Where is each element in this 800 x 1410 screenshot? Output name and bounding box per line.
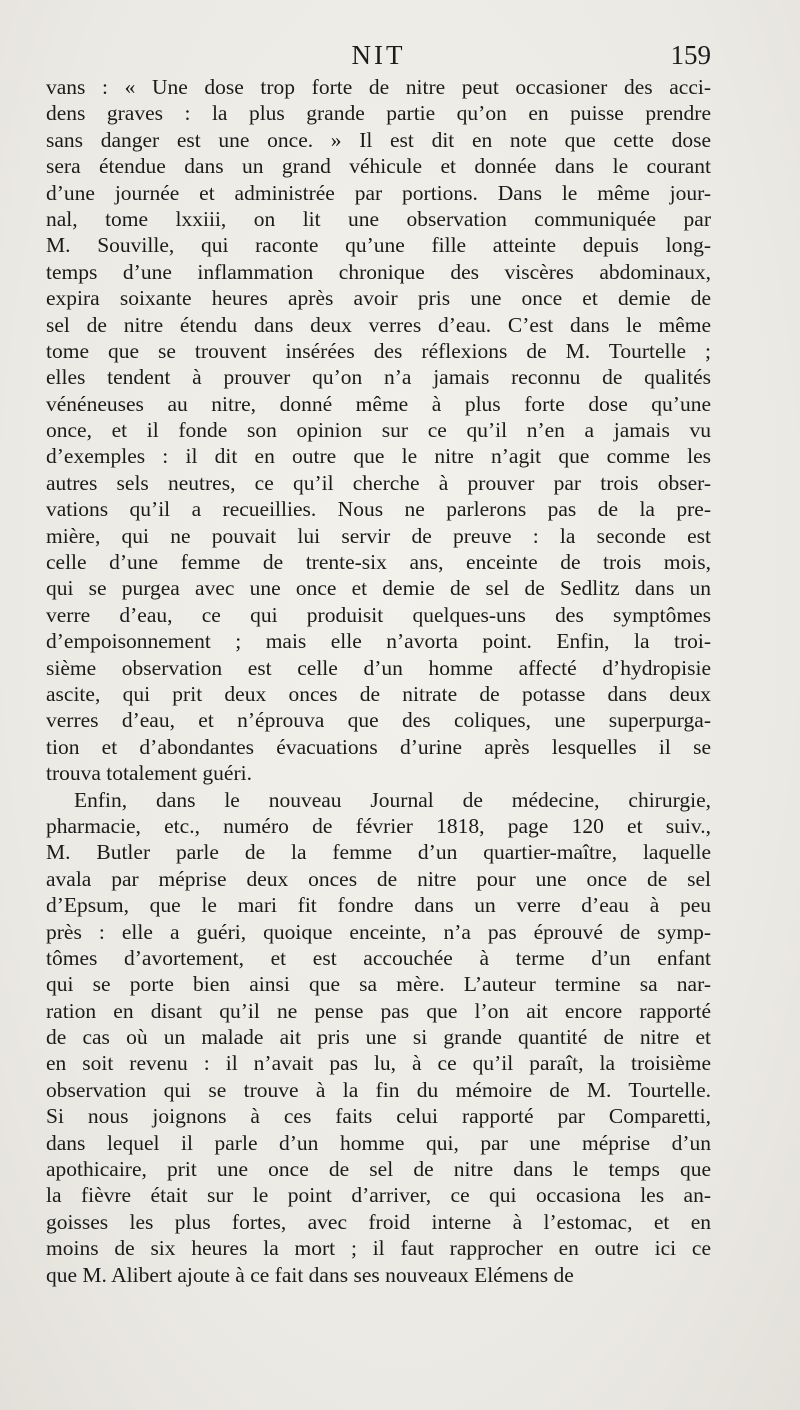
text-line: temps d’une inflammation chronique des viscères abdominaux, (46, 259, 711, 284)
running-head: NIT (351, 40, 406, 70)
text-line: vans : « Une dose trop forte de nitre peut occasioner des acci- (46, 75, 711, 99)
text-line: mière, qui ne pouvait lui servir de preuve : la seconde est (46, 523, 711, 548)
text-line: qui se purgea avec une once et demie de sel de Sedlitz dans un (46, 576, 711, 601)
text-line: verre d’eau, ce qui produisit quelques-uns des symptômes (46, 602, 711, 627)
text-line: ascite, qui prit deux onces de nitrate de potasse dans deux (46, 681, 711, 706)
text-line: M. Souville, qui raconte qu’une fille atteinte depuis long- (46, 233, 711, 258)
text-line: en soit revenu : il n’avait pas lu, à ce qu’il paraît, la troisième (46, 1051, 711, 1076)
text-line: expira soixante heures après avoir pris une once et demie de (46, 286, 711, 311)
text-line: apothicaire, prit une once de sel de nitre dans le temps que (46, 1157, 711, 1182)
text-line: sième observation est celle d’un homme affecté d’hydropisie (46, 655, 711, 680)
text-line: tome que se trouvent insérées des réflexions de M. Tourtelle ; (46, 338, 711, 363)
text-line: autres sels neutres, ce qu’il cherche à prouver par trois obser- (46, 470, 711, 495)
body-text (46, 74, 711, 1288)
text-line: la fièvre était sur le point d’arriver, ce qui occasiona les an- (46, 1183, 711, 1208)
text-line: sera étendue dans un grand véhicule et donnée dans le courant (46, 154, 711, 179)
text-line: d’Epsum, que le mari fit fondre dans un verre d’eau à peu (46, 893, 711, 918)
text-line: sans danger est une once. » Il est dit en note que cette dose (46, 127, 711, 152)
text-line: que M. Alibert ajoute à ce fait dans ses nouveaux Elémens de (46, 1262, 574, 1287)
text-line: ration en disant qu’il ne pense pas que l’on ait encore rapporté (46, 998, 711, 1023)
text-line: Enfin, dans le nouveau Journal de médecine, chirurgie, (74, 787, 711, 812)
text-line: près : elle a guéri, quoique enceinte, n’a pas éprouvé de symp- (46, 919, 711, 944)
text-line: tion et d’abondantes évacuations d’urine après lesquelles il se (46, 734, 711, 759)
text-line: pharmacie, etc., numéro de février 1818, page 120 et suiv., (46, 813, 711, 838)
text-line: celle d’une femme de trente-six ans, enceinte de trois mois, (46, 550, 711, 575)
text-line: elles tendent à prouver qu’on n’a jamais reconnu de qualités (46, 365, 711, 390)
text-line: d’exemples : il dit en outre que le nitre n’agit que comme les (46, 444, 711, 469)
text-line: vations qu’il a recueillies. Nous ne parlerons pas de la pre- (46, 497, 711, 522)
text-line: trouva totalement guéri. (46, 761, 252, 786)
text-line: observation qui se trouve à la fin du mémoire de M. Tourtelle. (46, 1077, 711, 1102)
text-line: once, et il fonde son opinion sur ce qu’il n’en a jamais vu (46, 418, 711, 443)
text-line: M. Butler parle de la femme d’un quartier-maître, laquelle (46, 840, 711, 865)
paragraph (46, 787, 711, 1288)
text-line: dans lequel il parle d’un homme qui, par une méprise d’un (46, 1130, 711, 1155)
text-line: dens graves : la plus grande partie qu’on en puisse prendre (46, 101, 711, 126)
text-line: qui se porte bien ainsi que sa mère. L’auteur termine sa nar- (46, 972, 711, 997)
text-line: d’une journée et administrée par portions. Dans le même jour- (46, 180, 711, 205)
text-line: nal, tome lxxiii, on lit une observation communiquée par (46, 206, 711, 231)
text-line: sel de nitre étendu dans deux verres d’eau. C’est dans le même (46, 312, 711, 337)
paragraph (46, 74, 711, 787)
text-line: tômes d’avortement, et est accouchée à terme d’un enfant (46, 945, 711, 970)
text-line: verres d’eau, et n’éprouva que des coliques, une superpurga- (46, 708, 711, 733)
text-line: Si nous joignons à ces faits celui rapporté par Comparetti, (46, 1104, 711, 1129)
text-line: d’empoisonnement ; mais elle n’avorta point. Enfin, la troi- (46, 629, 711, 654)
text-line: vénéneuses au nitre, donné même à plus forte dose qu’une (46, 391, 711, 416)
text-line: avala par méprise deux onces de nitre pour une once de sel (46, 866, 711, 891)
text-line: goisses les plus fortes, avec froid interne à l’estomac, et en (46, 1209, 711, 1234)
page-number: 159 (670, 40, 711, 70)
text-line: de cas où un malade ait pris une si grande quantité de nitre et (46, 1025, 711, 1050)
text-line: moins de six heures la mort ; il faut rapprocher en outre ici ce (46, 1236, 711, 1261)
